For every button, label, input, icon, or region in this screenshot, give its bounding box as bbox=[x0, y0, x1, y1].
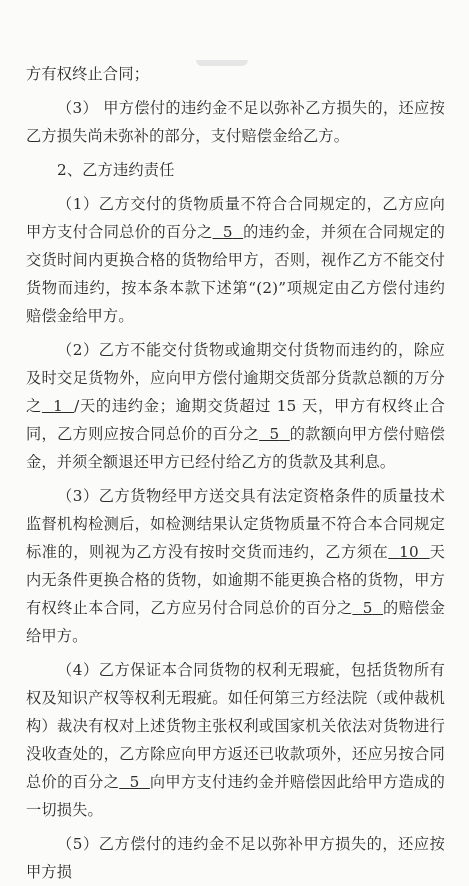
line-top: 方有权终止合同； bbox=[26, 65, 150, 83]
item2-percent-value bbox=[259, 425, 290, 443]
item4-percent: 5 bbox=[129, 773, 140, 791]
paragraph-yi-item-3 bbox=[26, 482, 445, 650]
paragraph-yi-item-5: （5）乙方偿付的违约金不足以弥补甲方损失的，还应按甲方损 bbox=[26, 835, 445, 881]
item3-percent: 5 bbox=[362, 599, 373, 617]
item2-text-a: （2）乙方不能交付货物或逾期交付货物而违约的，除应及时交足货物外，应向甲方偿付逾期交货部分货款总额的万分之 bbox=[26, 341, 445, 415]
paragraph-yi-item-1 bbox=[26, 190, 445, 330]
item3-days-value bbox=[388, 543, 429, 561]
item2-rate-value bbox=[42, 397, 74, 415]
item4-text-b: 向甲方支付违约金并赔偿因此给甲方造成的一切损失。 bbox=[26, 773, 445, 819]
scan-mark bbox=[196, 60, 248, 66]
item2-percent: 5 bbox=[269, 425, 280, 443]
item1-text-a: （1）乙方交付的货物质量不符合合同规定的，乙方应向甲方支付合同总价的百分之 bbox=[26, 195, 445, 241]
paragraph-jia-item-3: （3） 甲方偿付的违约金不足以弥补乙方损失的，还应按乙方损失尚未弥补的部分，支付赔偿金给乙方。 bbox=[26, 99, 445, 145]
item1-percent: 5 bbox=[222, 223, 233, 241]
paragraph-yi-item-2 bbox=[26, 336, 445, 476]
item3-text-c: 的赔偿金给甲方。 bbox=[26, 599, 446, 645]
item2-rate: 1 bbox=[53, 397, 63, 415]
item4-text-a: （4）乙方保证本合同货物的权利无瑕疵，包括货物所有权及知识产权等权利无瑕疵。如任何第三方经法院（或仲裁机构）裁决有权对上述货物主张权利或国家机关依法对货物进行没收查处的，乙方除应向甲方返还已收款项外，还应另按合同总价的百分之 bbox=[26, 661, 445, 791]
item2-text-c: 的款额向甲方偿付赔偿金，并须全额退还甲方已经付给乙方的货款及其利息。 bbox=[26, 425, 446, 471]
item1-text-b: 的违约金，并须在合同规定的交货时间内更换合格的货物给甲方，否则，视作乙方不能交付货物而违约，按本条本款下述第“(2)”项规定由乙方偿付违约赔偿金给甲方。 bbox=[26, 223, 446, 325]
item3-text-a: （3）乙方货物经甲方送交具有法定资格条件的质量技术监督机构检测后，如检测结果认定货物质量不符合本合同规定标准的，则视为乙方没有按时交货而违约，乙方须在 bbox=[26, 487, 445, 561]
item3-days: 10 bbox=[399, 543, 419, 561]
item4-percent-value bbox=[119, 773, 150, 791]
item3-text-b: 天内无条件更换合格的货物，如逾期不能更换合格的货物，甲方有权终止本合同，乙方应另付合同总价的百分之 bbox=[26, 543, 446, 617]
item3-percent-value bbox=[352, 599, 383, 617]
section-2-heading: 2、乙方违约责任 bbox=[57, 161, 175, 179]
item1-percent-value bbox=[213, 223, 244, 241]
item2-text-b: /天的违约金；逾期交货超过 15 天，甲方有权终止合同，乙方则应按合同总价的百分之 bbox=[26, 397, 445, 443]
document-page bbox=[0, 60, 469, 881]
paragraph-yi-item-4 bbox=[26, 656, 445, 824]
